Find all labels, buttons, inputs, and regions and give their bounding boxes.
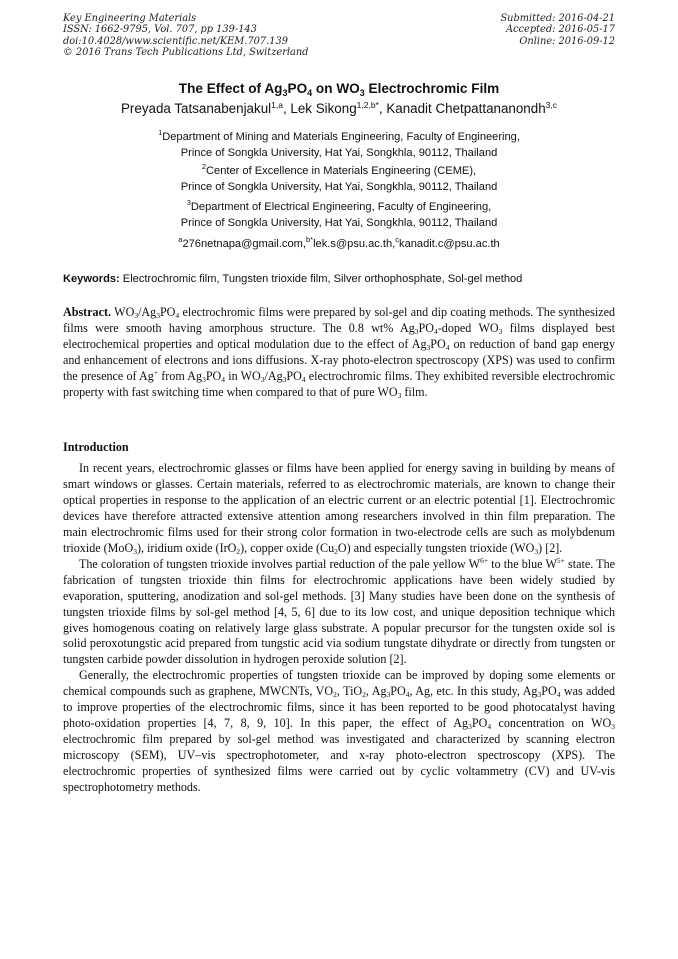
email-a[interactable]: 276netnapa@gmail.com,: [182, 238, 306, 250]
paper-title: The Effect of $Ag_3PO_4$ on $WO_3$ Electrochromic Film: [178, 81, 500, 98]
email-c[interactable]: kanadit.c@psu.ac.th: [399, 238, 500, 250]
author-list: Preyada Tatsanabenjakul$^{1,a}$, Lek Sikong$^{1,2,b*}$, Kanadit Chetpattananondh$^{3,c}$: [120, 100, 557, 116]
journal-name: Key Engineering Materials: [63, 13, 197, 24]
accepted-date: Accepted: 2016-05-17: [505, 24, 615, 36]
introduction-body: [63, 461, 615, 796]
author-3: , Kanadit Chetpattananondh: [378, 101, 546, 116]
author-2: , Lek Sikong: [282, 101, 357, 116]
journal-copyright: © 2016 Trans Tech Publications Ltd, Switzerland: [63, 47, 309, 59]
journal-header: [63, 13, 308, 59]
keywords-text: Electrochromic film, Tungsten trioxide film, Silver orthophosphate, Sol-gel method: [119, 273, 523, 285]
paragraph-1: In recent years, electrochromic glasses or films have been applied for energy saving in building by means of smart windows or glasses. Certain materials, referred to as electrochromic materials, are known to change their optical properties in response to the application of an electric current or an electric potential [1]. Electrochromic devices have therefore attracted extensive attention among researchers involved in thin film preparation. The main electrochromic films used for their strong color formation in two-electrode cells are such as molybdenum trioxide (MoO$_3$), iridium oxide (IrO$_2$), copper oxide $(Cu_2O)$ and especially tungsten trioxide $(WO_3)$ [2].: [63, 461, 615, 556]
affiliation-2: $^2$Center of Excellence in Materials Engineering (CEME), Prince of Songkla University, Hat Yai, Songkhla, 90112, Thailand: [180, 162, 498, 193]
online-date: Online: 2016-09-12: [519, 35, 615, 47]
affiliation-3: $^3$Department of Electrical Engineering, Faculty of Engineering, Prince of Songkla University, Hat Yai, Songkhla, 90112, Thailand: [180, 198, 498, 229]
author-1: Preyada Tatsanabenjakul: [120, 101, 272, 116]
introduction-heading: Introduction: [63, 440, 129, 454]
journal-doi[interactable]: doi:10.4028/www.scientific.net/KEM.707.139: [63, 35, 288, 47]
affiliation-1: $^1$Department of Mining and Materials Engineering, Faculty of Engineering, Prince of Songkla University, Hat Yai, Songkhla, 90112, Thailand: [158, 128, 520, 159]
submitted-date: Submitted: 2016-04-21: [500, 13, 615, 24]
paragraph-2: The coloration of tungsten trioxide involves partial reduction of the pale yellow $W^{6+}$ to the blue $W^{5+}$ state. The fabrication of tungsten trioxide thin films for electrochromic applications have been widely studied by evaporation, sputtering, anodization and sol-gel methods. [3] Many studies have been done on the synthesis of tungsten trioxide films by sol-gel method [4, 5, 6] due to its low cost, and unique deposition technique which gives homogenous coating on relatively large glass substrate. A popular precursor for the tungsten oxide sol is solid peroxotungstic acid prepared from tungstic acid via sodium tungstate dihydrate or directly from tungsten or tungsten carbide powder dissolution in hydrogen peroxide solution [2].: [63, 555, 615, 667]
keywords: [63, 273, 623, 285]
abstract: Abstract. $WO_3/Ag_3PO_4$ electrochromic films were prepared by sol-gel and dip coating methods. The synthesized films were smooth having amorphous structure. The 0.8 wt% $Ag_3PO_4$-doped $WO_3$ films displayed best electrochemical properties and optical modulation due to the effect of $Ag_3PO_4$ on reduction of band gap energy and enhancement of electrons and ions diffusions. X-ray photo-electron spectroscopy (XPS) was used to confirm the presence of Ag+ from $Ag_3PO_4$ in $WO_3/Ag_3PO_4$ electrochromic films. They exhibited reversible electrochromic property with fast switching time when compared to that of pure $WO_3$ film.: [63, 305, 616, 400]
author-emails: $^a$276netnapa@gmail.com,$^{b*}$lek.s@psu.ac.th,$^c$kanadit.c@psu.ac.th: [178, 235, 500, 250]
keywords-label: Keywords:: [63, 273, 120, 285]
publication-dates: [500, 13, 615, 47]
email-b[interactable]: lek.s@psu.ac.th,: [313, 238, 396, 250]
abstract-label: Abstract.: [63, 305, 112, 319]
paragraph-3: Generally, the electrochromic properties of tungsten trioxide can be improved by doping some elements or chemical compounds such as graphene, MWCNTs, $VO_2$, TiO$_2$, $Ag_3PO_4$, Ag, etc. In this study, $Ag_3PO_4$ was added to improve properties of the electrochromic films, since it has been reported to be good photocatalyst having photo-oxidation properties [4, 7, 8, 9, 10]. In this paper, the effect of $Ag_3PO_4$ concentration on $WO_3$ electrochromic film prepared by sol-gel method was investigated and characterized by scanning electron microscopy (SEM), UV–vis spectrophotometer, and x-ray photo-electron spectroscopy (XPS). The electrochromic properties of synthesized films were carried out by cyclic voltammetry (CV) and UV-vis spectrophotometry methods.: [63, 668, 616, 795]
journal-issn: ISSN: 1662-9795, Vol. 707, pp 139-143: [63, 24, 257, 36]
